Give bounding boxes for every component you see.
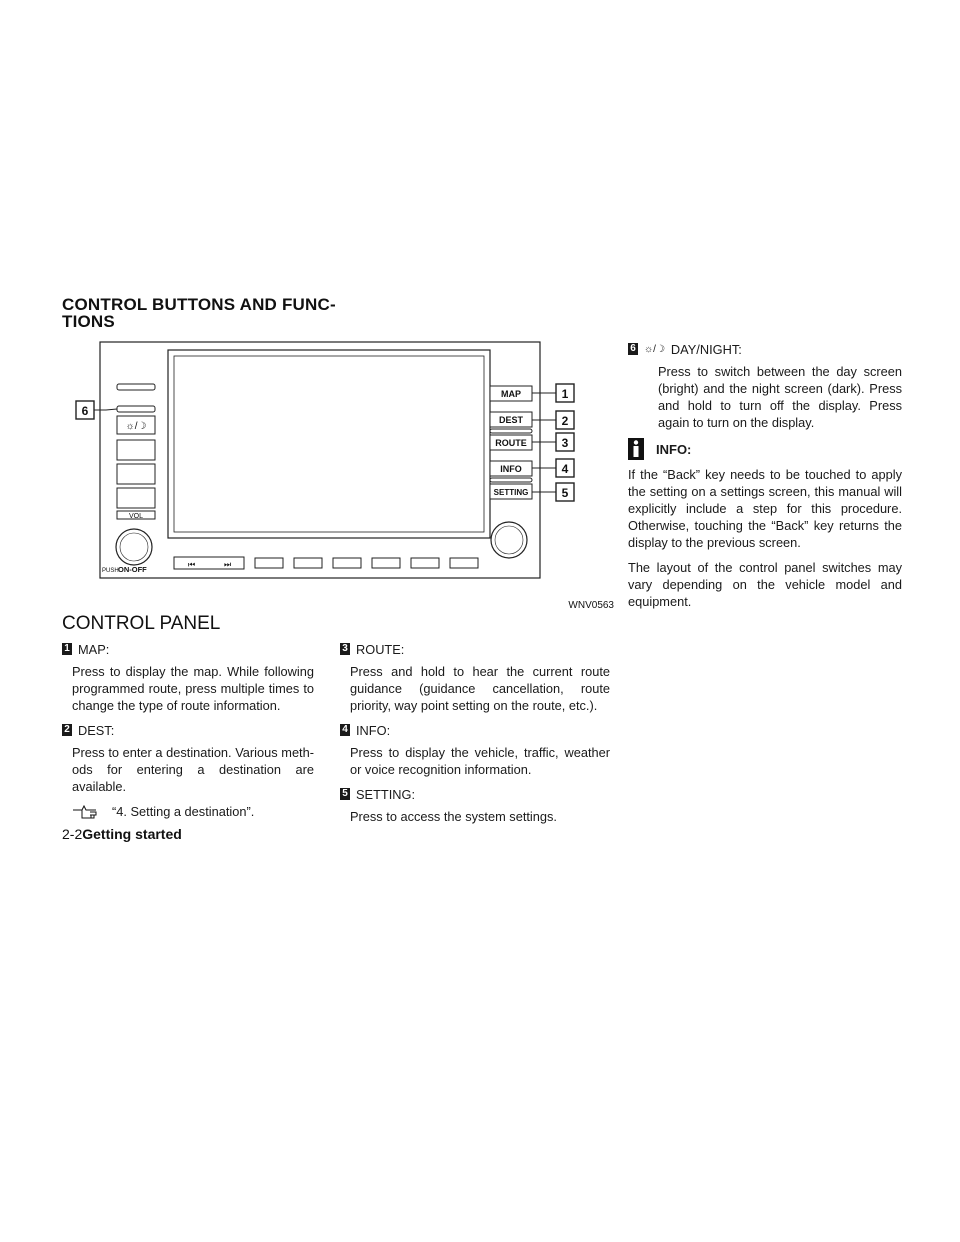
item-label: INFO: [356,722,391,738]
reference-text: “4. Setting a destination”. [112,804,255,819]
item-map [62,640,314,714]
callout-2-label: 2 [561,414,569,428]
callout-1-label: 1 [561,387,569,401]
next-icon: ⏭ [224,560,232,569]
info-paragraph: The layout of the control panel switches may vary depending on the vehicle model and equipment. [628,560,902,609]
preset-3 [333,558,361,568]
column-right [628,340,902,618]
callout-4-label: 4 [561,462,569,476]
chapter-title: Getting started [82,826,182,842]
item-number: 2 [62,724,72,736]
route-button-label: ROUTE [495,438,527,448]
info-icon [628,438,644,460]
preset-1 [255,558,283,568]
section-title-line2: TIONS [62,312,115,331]
callout-6-label: 6 [81,404,89,418]
item-description: Press and hold to hear the current route guidance (guidance cancellation, route priority, way point setting on the route, etc.). [350,664,610,713]
control-panel-title: CONTROL PANEL [62,613,221,634]
info-label: INFO: [656,441,692,457]
item-label: SETTING: [356,786,416,802]
left-slot-top [117,384,155,390]
prev-icon: ⏮ [188,560,196,569]
column-left [62,640,314,823]
item-description: Press to display the vehicle, traffic, weather or voice recognition information. [350,745,610,777]
item-day-night [628,340,902,431]
section-title-line1: CONTROL BUTTONS AND FUNC- [62,295,336,314]
control-panel-figure [62,340,616,618]
left-button-1 [117,440,155,460]
info-button-label: INFO [500,464,522,474]
figure-code: WNV0563 [568,600,614,611]
power-label: ON-OFF [118,565,147,574]
volume-knob [116,529,152,565]
dest-route-slot [490,429,532,433]
item-route [340,640,610,714]
item-description: Press to access the system settings. [350,809,557,824]
item-number: 6 [628,343,638,355]
item-description: Press to switch between the day screen (bright) and the night screen (dark). Press and hold to turn off the display. Press again to turn on the display. [658,364,902,430]
page-footer [62,826,182,842]
preset-5 [411,558,439,568]
item-setting [340,785,610,825]
item-label: ROUTE: [356,641,405,657]
pointing-hand-icon [72,804,98,820]
left-button-2 [117,464,155,484]
item-info [340,721,610,778]
item-description: Press to display the map. While following programmed route, press multiple times to change the type of route information. [72,664,314,713]
callout-5-label: 5 [561,486,569,500]
item-label: DAY/NIGHT: [670,341,742,357]
preset-4 [372,558,400,568]
column-middle [340,640,610,832]
item-label: MAP: [78,641,110,657]
item-label: DEST: [78,722,115,738]
callout-3-label: 3 [561,436,569,450]
page-number: 2-2 [62,826,83,842]
info-note-header [628,438,902,460]
vol-label: VOL [128,513,144,520]
left-slot-bottom [117,406,155,412]
preset-2 [294,558,322,568]
item-number: 5 [340,788,350,800]
info-paragraph: If the “Back” key needs to be touched to apply the setting on a settings screen, this manual will explicitly include a step for this procedure. Otherwise, touching the “Back” key returns the display to the previous screen. [628,467,902,550]
item-number: 4 [340,724,350,736]
item-number: 1 [62,643,72,655]
setting-button-label: SETTING [493,488,529,497]
left-button-3 [117,488,155,508]
preset-6 [450,558,478,568]
dest-button-label: DEST [498,415,524,425]
item-number: 3 [340,643,350,655]
section-title [62,296,362,330]
control-panel-diagram [62,340,616,618]
item-description: Press to enter a destination. Various meth-ods for entering a destination are available. [72,745,314,794]
map-button-label: MAP [501,389,521,399]
push-label: PUSH [102,568,119,574]
track-button [174,557,244,569]
cross-reference [62,803,314,820]
tune-knob [491,522,527,558]
info-setting-slot [490,478,532,482]
item-dest [62,721,314,820]
display-screen-inner [174,356,484,532]
day-night-glyph: ☼/☽ [125,421,147,432]
day-night-icon: ☼/☽ [644,343,665,355]
